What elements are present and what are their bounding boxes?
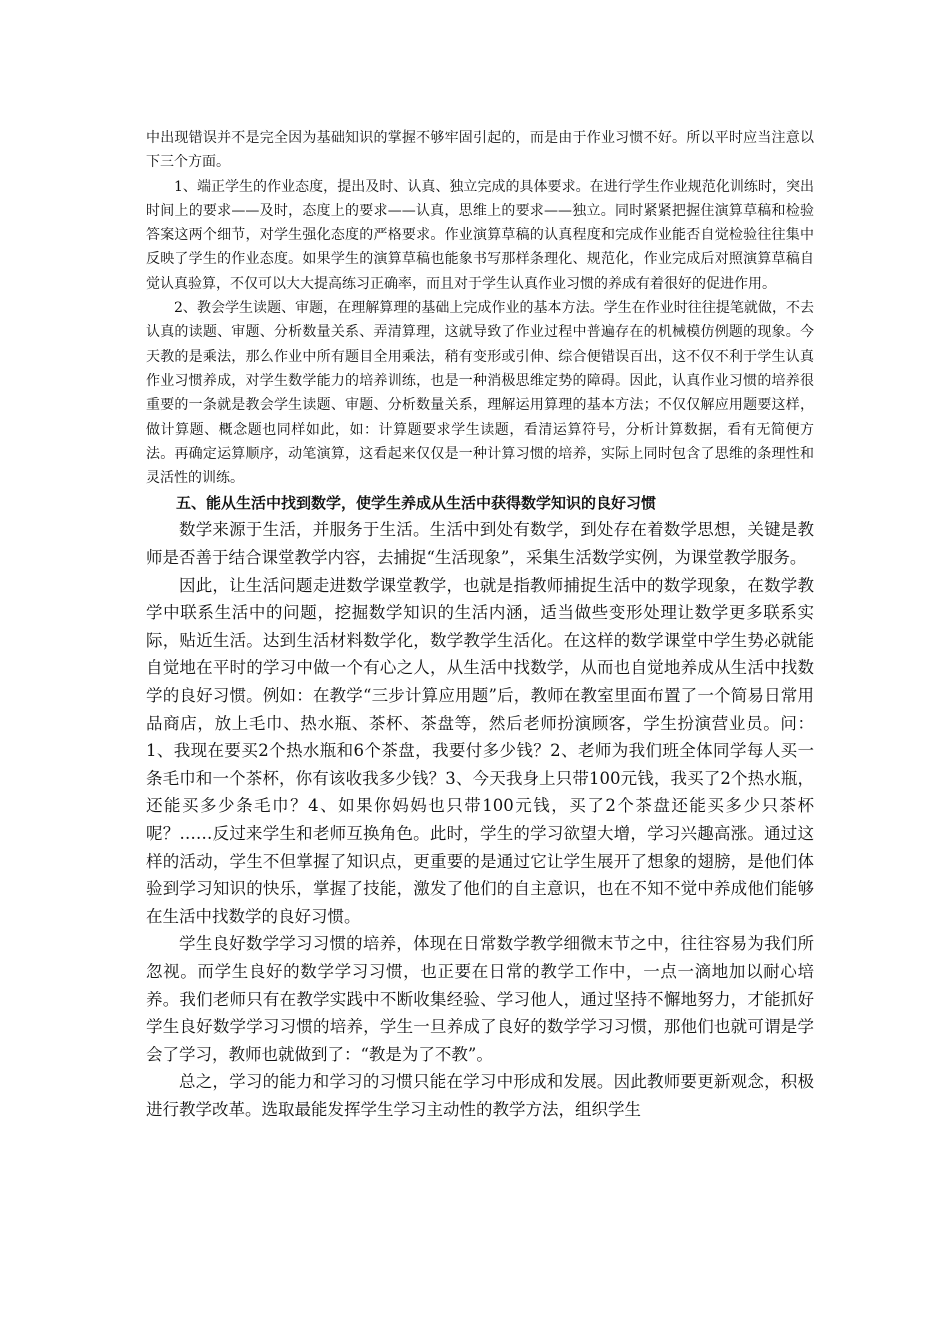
paragraph-point-1: 1、端正学生的作业态度，提出及时、认真、独立完成的具体要求。在进行学生作业规范化训练时，突出时间上的要求——及时，态度上的要求——认真，思维上的要求——独立。同时紧紧把握住演算草稿和检验答案这两个细节，对学生强化态度的严格要求。作业演算草稿的认真程度和完成作业能否自觉检验往往集中反映了学生的作业态度。如果学生的演算草稿也能象书写那样条理化、规范化，作业完成后对照演算草稿自觉认真验算，不仅可以大大提高练习正确率，而且对于学生认真作业习惯的养成有着很好的促进作用。 — [146, 178, 814, 292]
document-body — [146, 126, 814, 1124]
paragraph-continuation: 中出现错误并不是完全因为基础知识的掌握不够牢固引起的，而是由于作业习惯不好。所以平时应当注意以下三个方面。 — [146, 130, 814, 171]
paragraph-conclusion: 总之，学习的能力和学习的习惯只能在学习中形成和发展。因此教师要更新观念，积极进行教学改革。选取最能发挥学生学习主动性的教学方法，组织学生 — [146, 1072, 814, 1119]
paragraph-life-math: 数学来源于生活，并服务于生活。生活中到处有数学，到处存在着数学思想，关键是教师是否善于结合课堂教学内容，去捕捉“生活现象”，采集生活数学实例，为课堂教学服务。 — [146, 520, 814, 568]
section-heading: 五、能从生活中找到数学，使学生养成从生活中获得数学知识的良好习惯 — [176, 494, 657, 513]
paragraph-point-2: 2、教会学生读题、审题，在理解算理的基础上完成作业的基本方法。学生在作业时往往提笔就做，不去认真的读题、审题、分析数量关系、弄清算理，这就导致了作业过程中普遍存在的机械模仿例题的现象。今天教的是乘法，那么作业中所有题目全用乘法，稍有变形或引伸、综合便错误百出，这不仅不利于学生认真作业习惯养成，对学生数学能力的培养训练，也是一种消极思维定势的障碍。因此，认真作业习惯的培养很重要的一条就是教会学生读题、审题、分析数量关系，理解运用算理的基本方法；不仅仅解应用题要这样，做计算题、概念题也同样如此，如：计算题要求学生读题，看清运算符号，分析计算数据，看有无简便方法。再确定运算顺序，动笔演算，这看起来仅仅是一种计算习惯的培养，实际上同时包含了思维的条理性和灵活性的训练。 — [146, 300, 814, 487]
paragraph-example: 因此，让生活问题走进数学课堂教学，也就是指教师捕捉生活中的数学现象，在数学教学中联系生活中的问题，挖掘数学知识的生活内涵，适当做些变形处理让数学更多联系实际，贴近生活。达到生活材料数学化，数学教学生活化。在这样的数学课堂中学生势必就能自觉地在平时的学习中做一个有心之人，从生活中找数学，从而也自觉地养成从生活中找数学的良好习惯。例如：在教学“三步计算应用题”后，教师在教室里面布置了一个简易日常用品商店，放上毛巾、热水瓶、茶杯、茶盘等，然后老师扮演顾客，学生扮演营业员。问：1、我现在要买2个热水瓶和6个茶盘，我要付多少钱？2、老师为我们班全体同学每人买一条毛巾和一个茶杯，你有该收我多少钱？3、今天我身上只带100元钱，我买了2个热水瓶，还能买多少条毛巾？4、如果你妈妈也只带100元钱，买了2个茶盘还能买多少只茶杯呢？……反过来学生和老师互换角色。此时，学生的学习欲望大增，学习兴趣高涨。通过这样的活动，学生不但掌握了知识点，更重要的是通过它让学生展开了想象的翅膀，是他们体验到学习知识的快乐，掌握了技能，激发了他们的自主意识，也在不知不觉中养成他们能够在生活中找数学的良好习惯。 — [146, 575, 814, 926]
paragraph-habits: 学生良好数学学习习惯的培养，体现在日常数学教学细微末节之中，往往容易为我们所忽视。而学生良好的数学学习习惯，也正要在日常的教学工作中，一点一滴地加以耐心培养。我们老师只有在教学实践中不断收集经验、学习他人，通过坚持不懈地努力，才能抓好学生良好数学学习习惯的培养，学生一旦养成了良好的数学学习习惯，那他们也就可谓是学会了学习，教师也就做到了：“教是为了不教”。 — [146, 934, 814, 1064]
